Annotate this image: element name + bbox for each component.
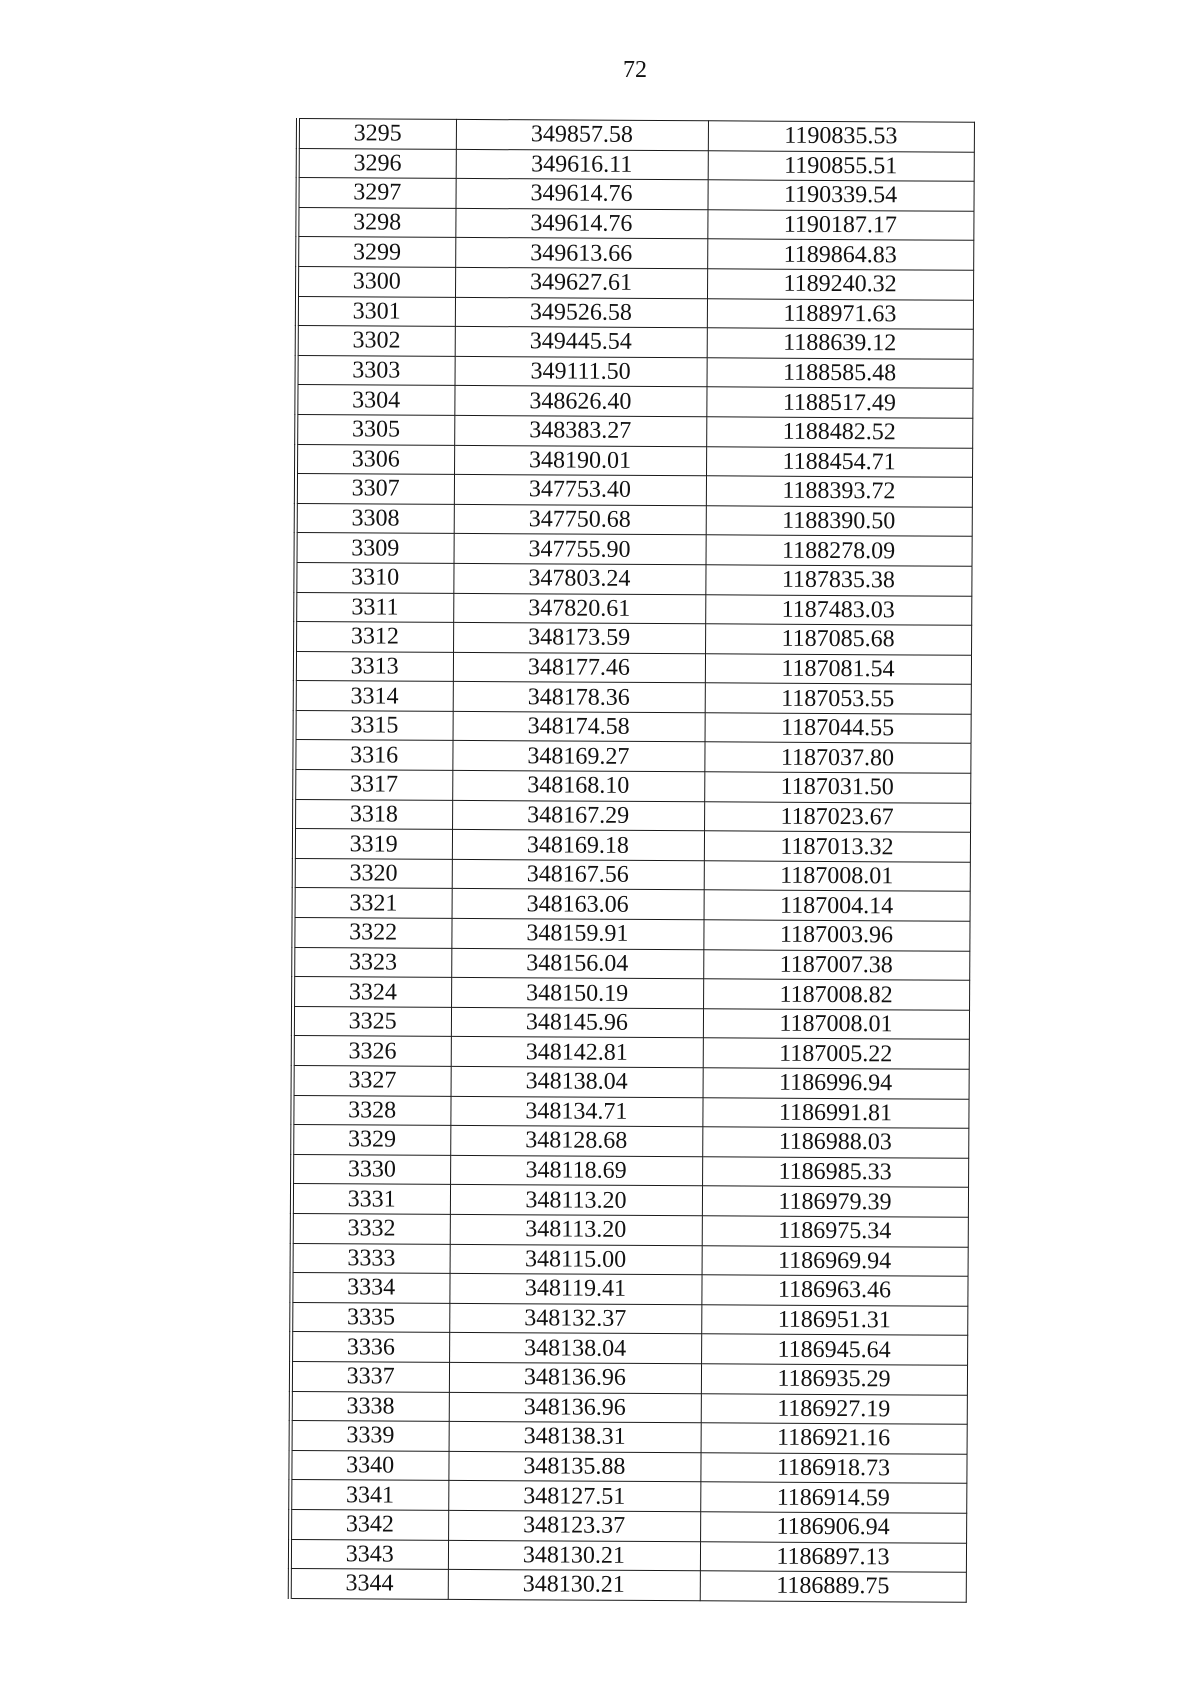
point-number-cell: 3320: [294, 858, 452, 888]
x-coordinate-cell: 348169.27: [452, 741, 704, 772]
table-row: [292, 1125, 968, 1158]
table-row: [291, 1273, 967, 1306]
y-coordinate-cell: 1187085.68: [705, 624, 971, 655]
x-coordinate-cell: 348134.71: [450, 1096, 702, 1127]
point-number-cell: 3343: [290, 1539, 448, 1569]
table-row: [290, 1509, 966, 1542]
y-coordinate-cell: 1188482.52: [706, 417, 972, 448]
y-coordinate-cell: 1186951.31: [701, 1305, 967, 1336]
x-coordinate-cell: 348626.40: [454, 386, 706, 417]
table-row: [293, 1006, 969, 1039]
point-number-cell: 3325: [293, 1006, 451, 1036]
table-row: [294, 829, 970, 862]
y-coordinate-cell: 1186945.64: [701, 1334, 967, 1365]
y-coordinate-cell: 1186927.19: [701, 1393, 967, 1424]
x-coordinate-cell: 348383.27: [454, 415, 706, 446]
x-coordinate-cell: 347803.24: [453, 563, 705, 594]
point-number-cell: 3301: [297, 296, 455, 326]
point-number-cell: 3295: [298, 119, 456, 149]
table-row: [295, 562, 971, 595]
point-number-cell: 3337: [291, 1361, 449, 1391]
point-number-cell: 3331: [292, 1184, 450, 1214]
x-coordinate-cell: 348150.19: [451, 978, 703, 1009]
point-number-cell: 3316: [294, 740, 452, 770]
y-coordinate-cell: 1187004.14: [704, 890, 970, 921]
y-coordinate-cell: 1188585.48: [707, 358, 973, 389]
table-row: [295, 710, 971, 743]
x-coordinate-cell: 349857.58: [456, 119, 708, 150]
table-row: [296, 385, 972, 418]
page-number: 72: [623, 57, 647, 83]
point-number-cell: 3334: [291, 1273, 449, 1303]
table-row: [291, 1421, 967, 1454]
y-coordinate-cell: 1186897.13: [700, 1541, 966, 1572]
table-row: [293, 918, 969, 951]
x-coordinate-cell: 348138.31: [449, 1421, 701, 1452]
x-coordinate-cell: 348123.37: [448, 1510, 700, 1541]
table-row: [291, 1361, 967, 1394]
x-coordinate-cell: 348156.04: [451, 948, 703, 979]
table-row: [297, 296, 973, 329]
y-coordinate-cell: 1188971.63: [707, 298, 973, 329]
y-coordinate-cell: 1186906.94: [700, 1512, 966, 1543]
point-number-cell: 3324: [293, 977, 451, 1007]
x-coordinate-cell: 348130.21: [448, 1569, 700, 1600]
y-coordinate-cell: 1187053.55: [705, 683, 971, 714]
point-number-cell: 3326: [293, 1036, 451, 1066]
y-coordinate-cell: 1190339.54: [707, 180, 973, 211]
y-coordinate-cell: 1188390.50: [706, 506, 972, 537]
point-number-cell: 3338: [291, 1391, 449, 1421]
y-coordinate-cell: 1186988.03: [702, 1127, 968, 1158]
y-coordinate-cell: 1188393.72: [706, 476, 972, 507]
point-number-cell: 3333: [292, 1243, 450, 1273]
table-row: [295, 681, 971, 714]
x-coordinate-cell: 348118.69: [450, 1155, 702, 1186]
table-row: [297, 355, 973, 388]
table-row: [290, 1539, 966, 1572]
x-coordinate-cell: 348113.20: [450, 1185, 702, 1216]
point-number-cell: 3297: [298, 178, 456, 208]
point-number-cell: 3323: [293, 947, 451, 977]
y-coordinate-cell: 1188454.71: [706, 446, 972, 477]
table-row: [296, 503, 972, 536]
table-row: [291, 1302, 967, 1335]
x-coordinate-cell: 349445.54: [455, 327, 707, 358]
y-coordinate-cell: 1186918.73: [700, 1452, 966, 1483]
point-number-cell: 3314: [295, 681, 453, 711]
point-number-cell: 3319: [294, 829, 452, 859]
x-coordinate-cell: 348130.21: [448, 1540, 700, 1571]
point-number-cell: 3312: [295, 622, 453, 652]
y-coordinate-cell: 1187081.54: [705, 653, 971, 684]
point-number-cell: 3303: [297, 355, 455, 385]
x-coordinate-cell: 348177.46: [453, 652, 705, 683]
x-coordinate-cell: 348136.96: [449, 1392, 701, 1423]
x-coordinate-cell: 348167.56: [452, 859, 704, 890]
x-coordinate-cell: 348138.04: [449, 1333, 701, 1364]
y-coordinate-cell: 1187037.80: [704, 742, 970, 773]
point-number-cell: 3344: [290, 1569, 448, 1599]
x-coordinate-cell: 348168.10: [452, 770, 704, 801]
y-coordinate-cell: 1186935.29: [701, 1364, 967, 1395]
point-number-cell: 3335: [291, 1302, 449, 1332]
y-coordinate-cell: 1187835.38: [705, 565, 971, 596]
table-row: [295, 592, 971, 625]
table-row: [297, 207, 973, 240]
point-number-cell: 3332: [292, 1213, 450, 1243]
point-number-cell: 3315: [295, 710, 453, 740]
table-row: [296, 533, 972, 566]
y-coordinate-cell: 1186991.81: [702, 1097, 968, 1128]
table-row: [291, 1391, 967, 1424]
point-number-cell: 3309: [296, 533, 454, 563]
x-coordinate-cell: 349111.50: [455, 356, 707, 387]
y-coordinate-cell: 1186969.94: [702, 1245, 968, 1276]
x-coordinate-cell: 349616.11: [456, 149, 708, 180]
x-coordinate-cell: 348145.96: [451, 1007, 703, 1038]
point-number-cell: 3341: [290, 1480, 448, 1510]
table-row: [297, 326, 973, 359]
point-number-cell: 3322: [293, 918, 451, 948]
point-number-cell: 3329: [292, 1125, 450, 1155]
table-row: [294, 770, 970, 803]
x-coordinate-cell: 348132.37: [449, 1303, 701, 1334]
y-coordinate-cell: 1187023.67: [704, 801, 970, 832]
point-number-cell: 3307: [296, 474, 454, 504]
y-coordinate-cell: 1186914.59: [700, 1482, 966, 1513]
table-row: [298, 119, 974, 152]
point-number-cell: 3300: [297, 266, 455, 296]
y-coordinate-cell: 1190187.17: [707, 210, 973, 241]
table-row: [297, 266, 973, 299]
y-coordinate-cell: 1188517.49: [706, 387, 972, 418]
point-number-cell: 3304: [296, 385, 454, 415]
y-coordinate-cell: 1190855.51: [708, 150, 974, 181]
table-row: [291, 1332, 967, 1365]
point-number-cell: 3302: [297, 326, 455, 356]
table-row: [298, 148, 974, 181]
y-coordinate-cell: 1190835.53: [708, 121, 974, 152]
y-coordinate-cell: 1188639.12: [707, 328, 973, 359]
x-coordinate-cell: 349614.76: [455, 179, 707, 210]
table-row: [297, 237, 973, 270]
table-row: [290, 1450, 966, 1483]
x-coordinate-cell: 349613.66: [455, 238, 707, 269]
x-coordinate-cell: 348163.06: [452, 889, 704, 920]
table-row: [295, 651, 971, 684]
table-row: [292, 1243, 968, 1276]
point-number-cell: 3336: [291, 1332, 449, 1362]
table-row: [298, 178, 974, 211]
y-coordinate-cell: 1187008.01: [704, 861, 970, 892]
point-number-cell: 3342: [290, 1509, 448, 1539]
x-coordinate-cell: 347750.68: [454, 504, 706, 535]
table-row: [295, 622, 971, 655]
table-row: [296, 474, 972, 507]
y-coordinate-cell: 1187031.50: [704, 772, 970, 803]
y-coordinate-cell: 1189240.32: [707, 269, 973, 300]
point-number-cell: 3311: [295, 592, 453, 622]
x-coordinate-cell: 348115.00: [450, 1244, 702, 1275]
table-row: [296, 444, 972, 477]
x-coordinate-cell: 348167.29: [452, 800, 704, 831]
y-coordinate-cell: 1186975.34: [702, 1216, 968, 1247]
x-coordinate-cell: 348159.91: [451, 918, 703, 949]
table-row: [294, 740, 970, 773]
table-row: [292, 1154, 968, 1187]
table-row: [296, 414, 972, 447]
y-coordinate-cell: 1188278.09: [706, 535, 972, 566]
y-coordinate-cell: 1187008.82: [703, 979, 969, 1010]
point-number-cell: 3308: [296, 503, 454, 533]
x-coordinate-cell: 347753.40: [454, 475, 706, 506]
table-row: [292, 1184, 968, 1217]
table-row: [293, 1065, 969, 1098]
y-coordinate-cell: 1187483.03: [705, 594, 971, 625]
x-coordinate-cell: 347820.61: [453, 593, 705, 624]
y-coordinate-cell: 1187044.55: [705, 713, 971, 744]
x-coordinate-cell: 349614.76: [455, 208, 707, 239]
point-number-cell: 3313: [295, 651, 453, 681]
table-row: [294, 888, 970, 921]
x-coordinate-cell: 349627.61: [455, 267, 707, 298]
table-row: [290, 1480, 966, 1513]
point-number-cell: 3305: [296, 414, 454, 444]
y-coordinate-cell: 1186985.33: [702, 1157, 968, 1188]
x-coordinate-cell: 348173.59: [453, 622, 705, 653]
point-number-cell: 3317: [294, 770, 452, 800]
point-number-cell: 3310: [295, 562, 453, 592]
x-coordinate-cell: 348142.81: [451, 1037, 703, 1068]
x-coordinate-cell: 348136.96: [449, 1362, 701, 1393]
x-coordinate-cell: 349526.58: [455, 297, 707, 328]
y-coordinate-cell: 1186996.94: [703, 1068, 969, 1099]
x-coordinate-cell: 348127.51: [448, 1481, 700, 1512]
table-row: [293, 977, 969, 1010]
x-coordinate-cell: 348138.04: [451, 1066, 703, 1097]
table-row: [293, 947, 969, 980]
x-coordinate-cell: 348178.36: [453, 682, 705, 713]
x-coordinate-cell: 348169.18: [452, 830, 704, 861]
table-row: [292, 1095, 968, 1128]
y-coordinate-cell: 1186921.16: [701, 1423, 967, 1454]
point-number-cell: 3327: [293, 1065, 451, 1095]
y-coordinate-cell: 1187003.96: [703, 920, 969, 951]
point-number-cell: 3321: [294, 888, 452, 918]
x-coordinate-cell: 347755.90: [454, 534, 706, 565]
table-row: [292, 1213, 968, 1246]
point-number-cell: 3296: [298, 148, 456, 178]
table-row: [294, 799, 970, 832]
x-coordinate-cell: 348174.58: [453, 711, 705, 742]
y-coordinate-cell: 1187008.01: [703, 1009, 969, 1040]
point-number-cell: 3330: [292, 1154, 450, 1184]
coordinates-table-body: [290, 119, 974, 1602]
table-row: [290, 1569, 966, 1602]
y-coordinate-cell: 1186963.46: [701, 1275, 967, 1306]
y-coordinate-cell: 1187013.32: [704, 831, 970, 862]
y-coordinate-cell: 1187005.22: [703, 1038, 969, 1069]
x-coordinate-cell: 348113.20: [450, 1214, 702, 1245]
point-number-cell: 3340: [290, 1450, 448, 1480]
x-coordinate-cell: 348119.41: [449, 1274, 701, 1305]
point-number-cell: 3298: [297, 207, 455, 237]
x-coordinate-cell: 348128.68: [450, 1126, 702, 1157]
point-number-cell: 3328: [292, 1095, 450, 1125]
point-number-cell: 3339: [291, 1421, 449, 1451]
table-row: [293, 1036, 969, 1069]
table-row: [294, 858, 970, 891]
point-number-cell: 3306: [296, 444, 454, 474]
y-coordinate-cell: 1187007.38: [703, 949, 969, 980]
x-coordinate-cell: 348135.88: [448, 1451, 700, 1482]
x-coordinate-cell: 348190.01: [454, 445, 706, 476]
y-coordinate-cell: 1186889.75: [700, 1571, 966, 1602]
point-number-cell: 3299: [297, 237, 455, 267]
coordinates-table: [288, 118, 975, 1602]
point-number-cell: 3318: [294, 799, 452, 829]
y-coordinate-cell: 1189864.83: [707, 239, 973, 270]
y-coordinate-cell: 1186979.39: [702, 1186, 968, 1217]
